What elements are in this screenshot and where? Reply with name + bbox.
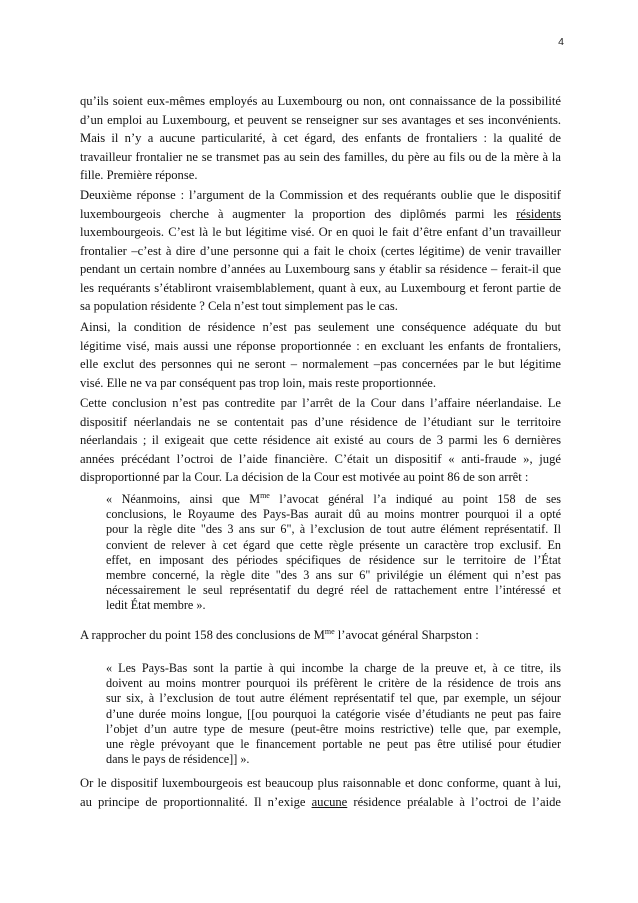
text-line: une règle prévoyant que le financement portable ne peut pas être utilisé pour étudier — [106, 737, 561, 752]
text-line: l’objet d’un autre type de mesure (peut-être moins restrictive) telle que, par exemple, — [106, 721, 561, 736]
text-line: doivent au moins montrer pourquoi ils préfèrent le critère de la résidence de trois ans — [106, 676, 561, 691]
text-line: Cette conclusion n’est pas contredite par l’arrêt de la Cour dans l’affaire néerlandaise. Le — [80, 396, 561, 410]
text-line: dans le pays de résidence]] ». — [106, 752, 250, 767]
text-fragment: résidence préalable à l’octroi de l’aide — [353, 794, 561, 809]
text-line: elle exclut des personnes qui ne seront – normalement –pas concernées par le but légitime — [80, 357, 561, 371]
text-line: effet, en imposant des périodes spécifiques de résidence sur le territoire de l’État — [106, 552, 561, 567]
text-line: qu’ils soient eux-mêmes employés au Luxembourg ou non, ont connaissance de la possibilité — [80, 94, 561, 108]
text-line: convient de relever à cet égard que cette règle présente un caractère trop exclusif. En — [106, 537, 561, 552]
text-line: Or le dispositif luxembourgeois est beaucoup plus raisonnable et donc conforme, quant à lui, — [80, 776, 561, 790]
text-line: fille. Première réponse. — [80, 168, 198, 182]
text-line — [80, 793, 561, 812]
text-fragment: « Néanmoins, ainsi que M — [106, 492, 261, 506]
text-line: Deuxième réponse : l’argument de la Commission et des requérants oublie que le dispositif — [80, 188, 561, 202]
text-line: années précédant l’octroi de l’aide financière. C’était un dispositif « anti-fraude », jugé — [80, 451, 561, 466]
paragraph-sharpston-reference — [80, 626, 561, 645]
paragraph-conclusion — [80, 318, 561, 392]
underlined-word-residents: résidents — [516, 206, 561, 221]
text-fragment: luxembourgeois cherche à augmenter la proportion des diplômés parmi les — [80, 206, 508, 221]
text-line: travailleur frontalier ne se transmet pas au sein des familles, du père au fils ou de la mère à la — [80, 149, 561, 164]
text-line: frontalier –c’est à dire d’une personne qui a fait le choix (certes légitime) de venir travailler — [80, 243, 561, 258]
text-line: conclusions, le Royaume des Pays-Bas aurait dû au moins montrer pourquoi il a opté — [106, 507, 561, 522]
page-number: 4 — [558, 36, 564, 48]
text-line: Ainsi, la condition de résidence n’est pas seulement une conséquence adéquate du but — [80, 320, 561, 334]
text-line: les requérants s’établiront vraisemblablement, quant à eux, au Luxembourg et feront partie de — [80, 280, 561, 295]
text-line: d’un emploi au Luxembourg, et peuvent se renseigner sur ses avantages et ses inconvénients. — [80, 112, 561, 127]
text-line — [106, 492, 561, 507]
text-line: néerlandais ; il exigeait que cette résidence ait existé au cours de 3 parmi les 6 dernières — [80, 433, 561, 447]
text-line: luxembourgeois. C’est là le but légitime visé. Or en quoi le fait d’être enfant d’un travailleur — [80, 225, 561, 239]
text-line: sur six, à l’exclusion de tout autre élément représentatif tel que, par exemple, un séjour — [106, 691, 561, 706]
paragraph-luxembourg-scheme — [80, 774, 561, 811]
text-line: visé. Elle ne va par conséquent pas trop loin, mais reste proportionnée. — [80, 375, 437, 390]
text-line: disproportionné par la Cour. La décision de la Cour est motivée au point 86 de son arrêt : — [80, 470, 529, 484]
block-quote-court-judgment — [106, 492, 561, 614]
paragraph-second-response — [80, 186, 561, 316]
text-line — [80, 205, 561, 224]
text-line: pendant un certain nombre d’années au Luxembourg sans y établir sa résidence – ferait-il que — [80, 262, 561, 276]
paragraph-dutch-case — [80, 394, 561, 487]
text-fragment: au principe de proportionnalité. Il n’exige — [80, 794, 306, 809]
superscript-me: me — [324, 627, 335, 636]
text-line: ledit État membre ». — [106, 598, 206, 613]
text-line: « Les Pays-Bas sont la partie à qui incombe la charge de la preuve et, à ce titre, ils — [106, 661, 561, 675]
text-fragment: l’avocat général Sharpston : — [334, 628, 479, 642]
text-line: dispositif néerlandais ne se contentait pas d’une résidence de l’étudiant sur le territoire — [80, 414, 561, 429]
text-line: membre concerné, la règle dite "des 3 ans sur 6" privilégie un élément qui n’est pas — [106, 568, 561, 583]
block-quote-advocate-general — [106, 661, 561, 767]
underlined-word-aucune: aucune — [311, 794, 348, 809]
text-fragment: A rapprocher du point 158 des conclusions de M — [80, 628, 325, 642]
paragraph-first-response — [80, 92, 561, 185]
text-line — [80, 626, 561, 645]
text-line: légitime visé, mais aussi une réponse proportionnée : en excluant les enfants de frontaliers, — [80, 338, 561, 353]
text-line: pour la règle dite "des 3 ans sur 6", à l’exclusion de tout autre élément représentatif. Il — [106, 522, 561, 537]
text-line: sa population résidente ? Cela n’est tout simplement pas le cas. — [80, 299, 398, 313]
text-line: Mais il n’y a aucune particularité, à cet égard, des enfants de frontaliers : la qualité de — [80, 131, 561, 145]
text-fragment: l’avocat général l’a indiqué au point 158 de ses — [269, 492, 561, 506]
text-line: d’une durée moins longue, [[ou pourquoi la catégorie visée d’étudiants ne peut pas faire — [106, 706, 561, 721]
text-line: nécessairement le seul représentatif du degré réel de rattachement entre l’intéressé et — [106, 583, 561, 598]
superscript-me: me — [260, 491, 270, 500]
